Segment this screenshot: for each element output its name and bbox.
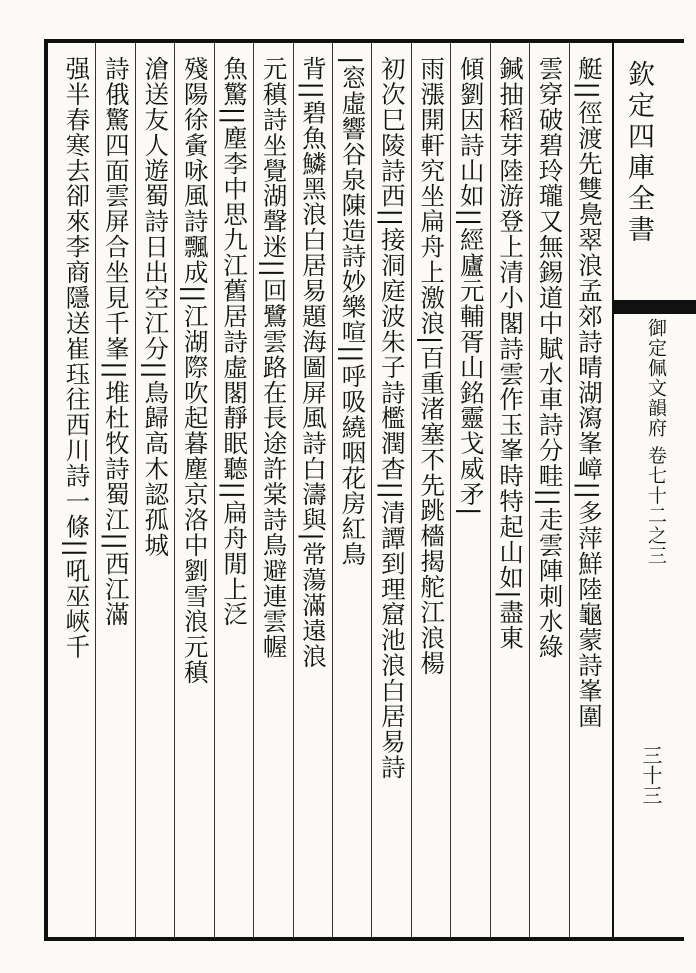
margin-title: 欽定四庫全書: [623, 60, 654, 246]
column-rule: [293, 43, 294, 937]
text-column: |窓虛響谷泉陳造詩妙樂喧||呼吸繞咽花房紅鳥: [337, 56, 367, 568]
text-column: 元稹詩坐覺湖聲迷||回鷺雲路在長途許棠詩鳥避連雲幄: [258, 56, 288, 660]
text-column: 艇||徑渡先雙鳧翠浪孟郊詩晴湖瀉峯嶂||多萍鮮陸龜蒙詩峯圍: [573, 56, 603, 729]
text-column: 殘陽徐夤咏風詩飄成||江湖際吹起暮塵京洛中劉雪浪元稹: [179, 56, 209, 686]
column-rule: [253, 43, 254, 937]
text-column: 雨漲開軒究坐扁舟上激浪|百重渚塞不先跳檣揭舵江浪楊: [416, 56, 446, 676]
column-rule: [529, 43, 530, 937]
text-column: 詩俄驚四面雲屏合坐見千峯||堆杜牧詩蜀江||西江滿: [100, 56, 130, 628]
column-rule: [332, 43, 333, 937]
fish-tail-mark: [612, 300, 696, 314]
text-column: 滄送友人遊蜀詩日出空江分||鳥歸高木認孤城: [140, 56, 170, 558]
column-rule: [214, 43, 215, 937]
margin-subtitle: 御定佩文韻府 卷七十二之三: [645, 318, 667, 566]
column-rule: [569, 43, 570, 937]
column-rule: [450, 43, 451, 937]
text-column: 鍼抽稻芽陸游登上清小閣詩雲作玉峯時特起山如|盡東: [495, 56, 525, 651]
text-column: 强半春寒去卻來李商隱送崔珏往西川詩一條||吼巫峽千: [61, 56, 91, 660]
column-rule: [490, 43, 491, 937]
column-rule: [135, 43, 136, 937]
text-column: 魚驚||塵李中思九江舊居詩虛閣靜眠聽||扁舟閒上泛: [219, 56, 249, 628]
column-rule: [371, 43, 372, 937]
column-rule: [95, 43, 96, 937]
text-column: 背||碧魚鱗黑浪白居易題海圖屏風詩白濤與|常蕩滿遠浪: [297, 56, 327, 669]
folio-number: 三十三: [639, 745, 663, 805]
text-column: 雲穿破碧玲瓏又無錫道中賦水車詩分畦||走雲陣刺水綠: [534, 56, 564, 660]
column-rule: [411, 43, 412, 937]
text-column: 初次巳陵詩西||接洞庭波朱子詩檻潤杳||清譚到理窟池浪白居易詩: [376, 56, 406, 780]
text-column: 傾劉因詩山如||經廬元輔胥山銘靈戈威矛|: [455, 56, 485, 517]
column-rule: [174, 43, 175, 937]
